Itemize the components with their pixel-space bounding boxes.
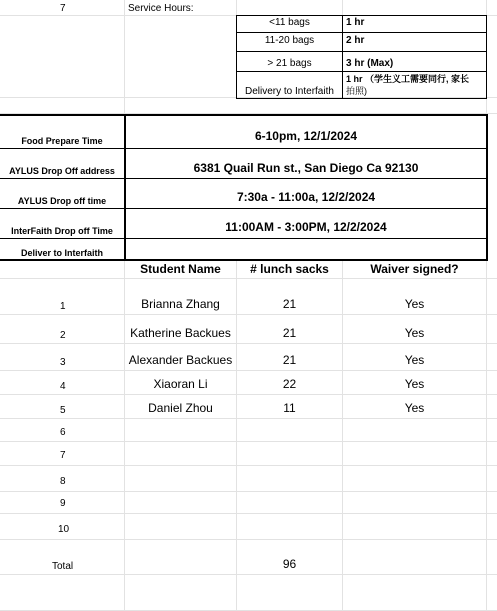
lunch-sacks: 22 [282,377,297,391]
info-value: 6381 Quail Run st., San Diego Ca 92130 [193,161,419,175]
gridline [0,513,497,514]
row-number: 2 [60,330,66,341]
row-number: 6 [60,427,66,438]
row-number: 4 [60,381,66,392]
gridline [0,370,497,371]
hours-value: 3 hr (Max) [346,58,394,69]
gridline [486,261,487,611]
bag-range: 11-20 bags [264,35,315,46]
header-waiver: Waiver signed? [370,262,459,276]
border [342,15,343,99]
border [486,114,488,261]
bag-range: > 21 bags [267,58,312,69]
border [236,15,487,16]
info-label: AYLUS Drop off time [17,196,107,206]
info-label: Deliver to Interfaith [20,248,103,258]
gridline [124,261,125,611]
border [236,98,487,99]
info-value: 6-10pm, 12/1/2024 [254,129,358,143]
border [486,15,487,99]
gridline [0,465,497,466]
total-value: 96 [282,557,297,571]
total-label: Total [52,561,74,572]
lunch-sacks: 21 [282,326,297,340]
border [0,178,488,179]
delivery-hours-line1: 1 hr （学生义工需要同行, 家长 [346,74,470,84]
waiver-signed: Yes [404,401,425,415]
border [0,259,488,261]
gridline [0,491,497,492]
lunch-sacks: 11 [283,401,296,415]
gridline [0,394,497,395]
gridline [124,0,125,114]
border [0,208,488,209]
border [236,71,487,72]
waiver-signed: Yes [404,353,425,367]
waiver-signed: Yes [404,326,425,340]
border [0,148,488,149]
bag-range: <11 bags [269,17,310,28]
delivery-condition: Delivery to Interfaith [245,86,334,97]
row-number: 10 [58,524,70,535]
gridline [342,0,343,16]
gridline [342,261,343,611]
student-name: Alexander Backues [128,353,233,367]
row-number: 9 [60,498,66,509]
delivery-hours-line2: 拍照) [346,86,367,96]
gridline [0,278,497,279]
border [0,238,488,239]
row-number: 1 [60,301,66,312]
info-label: AYLUS Drop Off address [9,166,115,176]
service-hours-label: Service Hours: [128,3,194,14]
hours-value: 2 hr [346,35,365,46]
border [236,51,487,52]
student-name: Xiaoran Li [153,377,208,391]
gridline [0,539,497,540]
waiver-signed: Yes [404,297,425,311]
lunch-sacks: 21 [282,297,297,311]
student-name: Katherine Backues [130,326,231,340]
row-number: 3 [60,357,66,368]
student-name: Brianna Zhang [141,297,220,311]
gridline [0,314,497,315]
gridline [0,574,497,575]
info-label: InterFaith Drop off Time [11,226,113,236]
row-number: 7 [60,450,66,461]
row-number: 8 [60,476,66,487]
info-value: 11:00AM - 3:00PM, 12/2/2024 [225,220,387,234]
border [0,114,488,116]
info-label: Food Prepare Time [21,136,103,146]
border [236,32,487,33]
waiver-signed: Yes [404,377,425,391]
gridline [236,0,237,16]
row-number: 5 [60,405,66,416]
header-student-name: Student Name [140,262,221,276]
header-lunch-sacks: # lunch sacks [250,262,329,276]
student-name: Daniel Zhou [148,401,213,415]
info-value: 7:30a - 11:00a, 12/2/2024 [236,190,376,204]
lunch-sacks: 21 [282,353,297,367]
hours-value: 1 hr [346,17,365,28]
row-number: 7 [60,3,66,14]
gridline [0,441,497,442]
gridline [0,343,497,344]
gridline [0,418,497,419]
